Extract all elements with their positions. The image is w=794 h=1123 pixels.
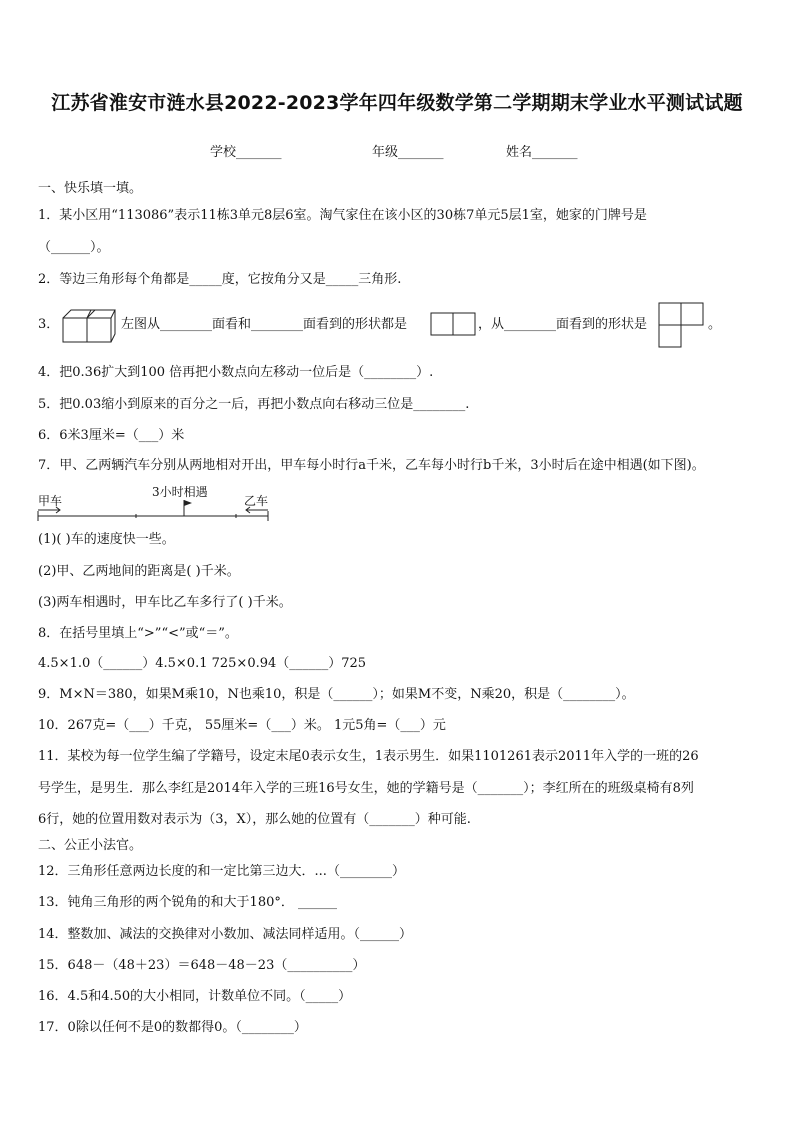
section-heading-2: 二、公正小法官。 — [38, 838, 143, 853]
diagram-left-label: 甲车 — [38, 494, 63, 508]
question-4: 4．把0.36扩大到100 倍再把小数点向左移动一位后是（________）. — [38, 365, 434, 380]
question-2: 2．等边三角形每个角都是_____度，它按角分又是_____三角形. — [38, 272, 402, 287]
question-10: 10．267克=（___）千克， 55厘米=（___）米。 1元5角=（___）元 — [38, 718, 446, 733]
question-3-text-1: 左图从________面看和________面看到的形状都是 — [121, 317, 408, 332]
question-8-items: 4.5×1.0（______）4.5×0.1 725×0.94（______）725 — [38, 656, 367, 671]
question-14: 14．整数加、减法的交换律对小数加、减法同样适用。（______） — [38, 927, 413, 942]
question-13: 13．钝角三角形的两个锐角的和大于180°． ______ — [38, 895, 337, 910]
question-15: 15．648－（48＋23）＝648－48－23（__________） — [38, 958, 366, 973]
name-field[interactable]: 姓名_______ — [506, 145, 578, 160]
question-11-line-3: 6行，她的位置用数对表示为（3，X），那么她的位置有（_______）种可能. — [38, 812, 471, 827]
two-squares-shape — [430, 312, 476, 336]
question-7-part-3: (3)两车相遇时，甲车比乙车多行了( )千米。 — [38, 595, 292, 610]
page-title: 江苏省淮安市涟水县2022-2023学年四年级数学第二学期期末学业水平测试试题 — [51, 92, 743, 114]
question-5: 5．把0.03缩小到原来的百分之一后，再把小数点向右移动三位是________. — [38, 397, 470, 412]
question-9: 9．M×N＝380，如果M乘10，N也乘10，积是（______）；如果M不变，N乘20，积是（________）。 — [38, 687, 635, 702]
question-11-line-1: 11．某校为每一位学生编了学籍号，设定末尾0表示女生，1表示男生．如果1101261表示2011年入学的一班的26 — [38, 749, 699, 764]
question-12: 12．三角形任意两边长度的和一定比第三边大．...（________） — [38, 864, 405, 879]
diagram-right-label: 乙车 — [244, 494, 269, 508]
question-11-line-2: 号学生，是男生．那么李红是2014年入学的三班16号女生，她的学籍号是（_______）；李红所在的班级桌椅有8列 — [38, 781, 694, 796]
question-1-line-2: （______）。 — [38, 240, 110, 255]
question-3-text-2: ，从________面看到的形状是 — [478, 317, 648, 332]
question-7-part-1: (1)( )车的速度快一些。 — [38, 532, 175, 547]
question-7-part-2: (2)甲、乙两地间的距离是( )千米。 — [38, 564, 240, 579]
section-heading-1: 一、快乐填一填。 — [38, 181, 143, 196]
school-field[interactable]: 学校_______ — [210, 145, 282, 160]
question-6: 6．6米3厘米=（___）米 — [38, 428, 185, 443]
question-16: 16．4.5和4.50的大小相同，计数单位不同。（_____） — [38, 989, 352, 1004]
diagram-meet-label: 3小时相遇 — [152, 485, 208, 499]
question-7: 7．甲、乙两辆汽车分别从两地相对开出，甲车每小时行a千米，乙车每小时行b千米，3小时后在途中相遇(如下图)。 — [38, 458, 705, 473]
grade-field[interactable]: 年级_______ — [372, 145, 444, 160]
question-8: 8．在括号里填上“>”“<”或“＝”。 — [38, 626, 238, 641]
question-3-number: 3． — [38, 317, 60, 332]
question-17: 17．0除以任何不是0的数都得0。（________） — [38, 1020, 307, 1035]
meeting-diagram — [36, 496, 272, 526]
question-1-line-1: 1．某小区用“113086”表示11栋3单元8层6室。淘气家住在该小区的30栋7单元5层1室，她家的门牌号是 — [38, 208, 647, 223]
meeting-flag-icon — [184, 500, 192, 506]
l-shape-figure — [658, 302, 704, 348]
question-3-text-3: 。 — [708, 317, 722, 332]
cube-figure — [62, 308, 116, 344]
